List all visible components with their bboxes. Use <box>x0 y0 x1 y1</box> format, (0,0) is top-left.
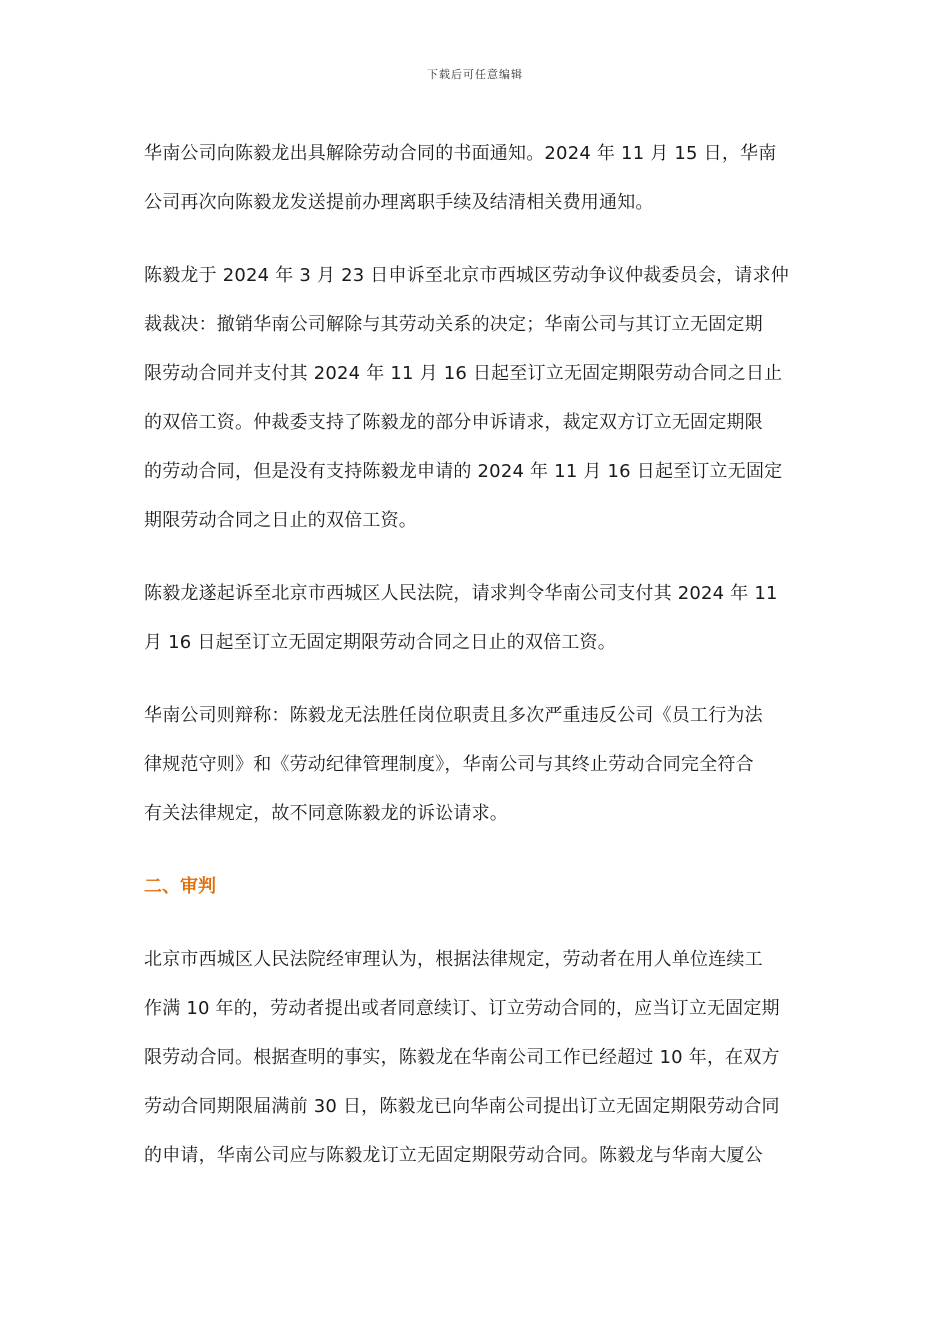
text-line: 限劳动合同。根据查明的事实，陈毅龙在华南公司工作已经超过 10 年，在双方 <box>144 1047 780 1068</box>
text-line: 月 16 日起至订立无固定期限劳动合同之日止的双倍工资。 <box>144 632 616 653</box>
text-line: 陈毅龙于 2024 年 3 月 23 日申诉至北京市西城区劳动争议仲裁委员会，请求仲 <box>144 265 789 286</box>
text-line: 裁裁决：撤销华南公司解除与其劳动关系的决定；华南公司与其订立无固定期 <box>144 314 763 335</box>
text-line: 的申请，华南公司应与陈毅龙订立无固定期限劳动合同。陈毅龙与华南大厦公 <box>144 1145 763 1166</box>
document-body <box>144 129 808 1204</box>
text-line: 限劳动合同并支付其 2024 年 11 月 16 日起至订立无固定期限劳动合同之日止 <box>144 363 783 384</box>
text-line: 律规范守则》和《劳动纪律管理制度》，华南公司与其终止劳动合同完全符合 <box>144 754 754 775</box>
text-line: 的劳动合同，但是没有支持陈毅龙申请的 2024 年 11 月 16 日起至订立无固定 <box>144 461 783 482</box>
text-line: 陈毅龙遂起诉至北京市西城区人民法院，请求判令华南公司支付其 2024 年 11 <box>144 583 778 604</box>
paragraph-court-ruling <box>144 935 808 1180</box>
text-line: 劳动合同期限届满前 30 日，陈毅龙已向华南公司提出订立无固定期限劳动合同 <box>144 1096 780 1117</box>
section-heading-judgment: 二、审判 <box>144 876 216 897</box>
paragraph-lawsuit <box>144 569 808 667</box>
text-line: 公司再次向陈毅龙发送提前办理离职手续及结清相关费用通知。 <box>144 192 654 213</box>
text-line: 的双倍工资。仲裁委支持了陈毅龙的部分申诉请求，裁定双方订立无固定期限 <box>144 412 763 433</box>
text-line: 期限劳动合同之日止的双倍工资。 <box>144 510 417 531</box>
text-line: 华南公司则辩称：陈毅龙无法胜任岗位职责且多次严重违反公司《员工行为法 <box>144 705 763 726</box>
paragraph-termination-notice <box>144 129 808 227</box>
paragraph-arbitration <box>144 251 808 545</box>
paragraph-defense <box>144 691 808 838</box>
text-line: 北京市西城区人民法院经审理认为，根据法律规定，劳动者在用人单位连续工 <box>144 949 763 970</box>
download-note: 下载后可任意编辑 <box>427 68 523 81</box>
text-line: 华南公司向陈毅龙出具解除劳动合同的书面通知。2024 年 11 月 15 日，华南 <box>144 143 777 164</box>
text-line: 作满 10 年的，劳动者提出或者同意续订、订立劳动合同的，应当订立无固定期 <box>144 998 780 1019</box>
text-line: 有关法律规定，故不同意陈毅龙的诉讼请求。 <box>144 803 508 824</box>
